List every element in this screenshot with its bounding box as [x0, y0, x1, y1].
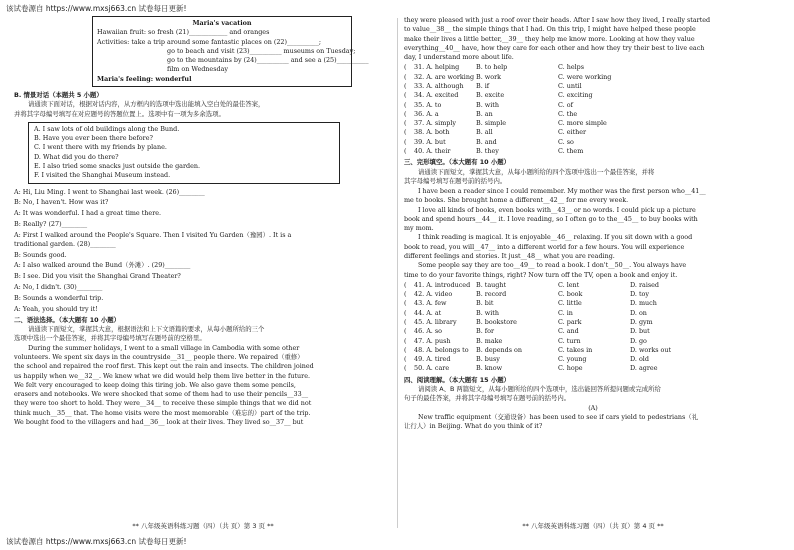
page-footer-left: ** 八年级英语科练习题（四）（共 页）第 3 页 ** — [132, 521, 274, 530]
dialog-options-box — [28, 122, 340, 184]
dialog-line: A: First I walked around the People's Square. Then I visited Yu Garden（豫园）. It is a — [14, 230, 292, 239]
passage-line: me to books. She brought home a different__42__ for me every week. — [404, 196, 629, 205]
box-title: Maria's vacation — [192, 19, 252, 27]
dialog-line: B: Really? (27)________ — [14, 219, 88, 228]
section-4-title: 四、阅读理解。（本大题有 15 小题） — [404, 375, 511, 384]
passage-line: I love all kinds of books, even books with__43__ or no words. I could pick up a picture — [418, 205, 696, 214]
choice-row: ( 47. A. push B. make C. turn D. go — [404, 336, 647, 345]
section-2-instruction: 请通读下面短文，掌握其大意，根据语法和上下文语篇的要求，从每小题所给的三个 — [28, 325, 265, 334]
passage-line: they were too short to hold. They were__34__ to receive these simple things that we did not — [14, 399, 312, 408]
passage-line: everything__40__ have, how they care for each other and how they try their best to live each — [404, 43, 705, 52]
grammar-passage — [14, 344, 392, 428]
choice-row: ( 46. A. so B. for C. and D. but — [404, 327, 650, 336]
vacation-notes-box — [92, 16, 369, 87]
dialog-line: A: Hi, Liu Ming. I went to Shanghai last week. (26)________ — [14, 187, 205, 196]
section-2-title: 二、语法选择。（本大题有 10 小题） — [14, 315, 121, 324]
choice-row: ( 35. A. to B. with C. of — [404, 100, 573, 109]
section-3-title: 三、完形填空。（本大题有 10 小题） — [404, 158, 511, 167]
box-line: film on Wednesday — [167, 65, 229, 74]
section-b-title: B. 情景对话（本题共 5 小题） — [14, 90, 103, 99]
option-item: D. What did you do there? — [34, 152, 119, 161]
dialog — [14, 188, 392, 314]
box-line: Activities: take a trip around some fantastic places on (22)__________; — [97, 37, 322, 46]
grammar-passage-continued — [404, 16, 782, 62]
box-line: Hawaiian fruit: so fresh (21)____________ and oranges — [97, 28, 270, 37]
box-line: go to beach and visit (23)__________ museums on Tuesday; — [167, 46, 356, 55]
section-4-instruction: 句子的最佳答案，并将其字母编号填写在题号前的括号内。 — [404, 394, 571, 403]
passage-line: my mom. — [404, 224, 434, 233]
option-item: A. I saw lots of old buildings along the Bund. — [34, 124, 180, 133]
section-b-instruction: 并将其字母编号填写在对应题号的答题位置上。选项中有一项为多余选项。 — [14, 109, 225, 118]
dialog-line: A: Yeah, you should try it! — [14, 304, 98, 313]
dialog-line: A: I also walked around the Bund（外滩）. (29)________ — [14, 261, 191, 270]
passage-line: We bought food to the villagers and had__36__ look at their lives. They lived so__37__ but — [14, 417, 304, 426]
cloze-choices — [404, 281, 782, 374]
passage-a-line: 让行人）in Beijing. What do you think of it? — [404, 422, 543, 431]
source-header: 该试卷源自 https://www.mxsj663.cn 试卷每日更新! — [6, 4, 187, 13]
choice-row: ( 42. A. video B. record C. book D. toy — [404, 290, 649, 299]
passage-line: erasers and notebooks. We were shocked that some of them had to use their pencils__33__ — [14, 390, 309, 399]
option-item: B. Have you ever been there before? — [34, 134, 153, 143]
choice-row: ( 41. A. introduced B. taught C. lent D. raised — [404, 280, 660, 289]
choice-row: ( 40. A. their B. they C. them — [404, 146, 584, 155]
choice-row: ( 43. A. few B. bit C. little D. much — [404, 299, 657, 308]
cloze-passage — [404, 187, 782, 280]
section-3-instruction: 其字母编号填写在题号前的括号内。 — [404, 176, 507, 185]
section-4-instruction: 请阅读 A、B 两篇短文，从每小题所给的四个选项中，选出能回答所提问题或完成所给 — [418, 384, 661, 393]
passage-line: During the summer holidays, I went to a small village in Cambodia with some other — [28, 343, 300, 352]
dialog-line: traditional garden. (28)________ — [14, 239, 116, 248]
passage-line: different feelings and stories. It just__48__ what you are reading. — [404, 252, 615, 261]
dialog-line: B: No, I haven't. How was it? — [14, 198, 109, 207]
dialog-line: B: I see. Did you visit the Shanghai Grand Theater? — [14, 272, 181, 281]
passage-line: I think reading is magical. It is enjoyable__46__ relaxing. If you sit down with a good — [418, 233, 693, 242]
grammar-choices — [404, 63, 782, 156]
choice-row: ( 49. A. tired B. busy C. young D. old — [404, 355, 649, 364]
passage-line: We felt very encouraged to keep doing this tiring job. We also gave them some pencils, — [14, 380, 296, 389]
passage-line: day, I understand more about life. — [404, 53, 514, 62]
option-item: C. I went there with my friends by plane. — [34, 143, 167, 152]
choice-row: ( 44. A. at B. with C. in D. on — [404, 308, 647, 317]
passage-line: I have been a reader since I could remember. My mother was the first person who__41__ — [418, 187, 706, 196]
right-page — [404, 16, 782, 531]
dialog-line: B: Sounds a wonderful trip. — [14, 293, 104, 302]
page-divider — [397, 18, 398, 528]
section-2-instruction: 选项中选出一个最佳答案，并将其字母编号填写在题号前的空格里。 — [14, 334, 206, 343]
passage-line: time to do your favorite things, right? Now turn off the TV, open a book and enjoy it. — [404, 270, 678, 279]
passage-line: to value__38__ the simple things that I had. On this trip, I might have helped these people — [404, 25, 696, 34]
passage-line: book to read, you will__47__ into a different world for a few hours. You will experience — [404, 242, 685, 251]
choice-row: ( 48. A. belongs to B. depends on C. takes in D. works out — [404, 345, 672, 354]
choice-row: ( 33. A. although B. if C. until — [404, 81, 582, 90]
passage-a-label: (A) — [588, 403, 598, 412]
section-b-instruction: 请通读下面对话，根据对话内容，从方框内的选项中选出能填入空白处的最佳答案， — [28, 100, 265, 109]
dialog-line: A: It was wonderful. I had a great time there. — [14, 209, 162, 218]
passage-a-line: New traffic equipment（交通设备）has been used to see if cars yield to pedestrians（礼 — [418, 412, 699, 421]
passage-line: volunteers. We spent six days in the countryside__31__ people there. We repaired（重修） — [14, 353, 304, 361]
passage-line: make their lives a little better,__39__ they help me know more. Looking at how they value — [404, 34, 695, 43]
choice-row: ( 31. A. helping B. to help C. helps — [404, 63, 585, 72]
choice-row: ( 37. A. simply B. simple C. more simple — [404, 119, 607, 128]
option-item: E. I also tried some snacks just outside the garden. — [34, 161, 201, 170]
box-line: go to the mountains by (24)__________ and see a (25)__________ — [167, 56, 369, 65]
dialog-line: B: Sounds good. — [14, 250, 67, 259]
choice-row: ( 36. A. a B. an C. the — [404, 109, 578, 118]
choice-row: ( 45. A. library B. bookstore C. park D. gym — [404, 318, 653, 326]
choice-row: ( 32. A. are working B. work C. were working — [404, 72, 612, 81]
passage-line: book and spend hours__44__ it. I love reading, so I often go to the__45__ to buy books with — [404, 214, 698, 223]
section-3-instruction: 请通读下面短文，掌握其大意，从每小题所给的四个选项中选出一个最佳答案，并将 — [418, 167, 655, 176]
choice-row: ( 39. A. but B. and C. so — [404, 137, 574, 146]
choice-row: ( 34. A. excited B. excite C. exciting — [404, 91, 593, 100]
dialog-line: A: No, I didn't. (30)________ — [14, 283, 103, 292]
passage-line: Some people say they are too__49__ to read a book. I don't__50__. You always have — [418, 261, 687, 270]
source-footer: 该试卷源自 https://www.mxsj663.cn 试卷每日更新! — [6, 537, 187, 546]
option-item: F. I visited the Shanghai Museum instead. — [34, 171, 171, 180]
passage-line: think much__35__ that. The home visits were the most memorable（难忘的）part of the trip. — [14, 408, 311, 417]
page-footer-right: ** 八年级英语科练习题（四）（共 页）第 4 页 ** — [522, 521, 664, 530]
choice-row: ( 38. A. both B. all C. either — [404, 128, 587, 137]
passage-line: they were pleased with just a roof over their heads. After I saw how they lived, I really started — [404, 16, 711, 24]
left-page — [14, 16, 392, 531]
passage-line: the school and repaired the roof first. This kept out the rain and insects. The children joined — [14, 362, 314, 371]
passage-line: us happily when we__32__. We knew what we did would help them live better in the future. — [14, 371, 311, 380]
choice-row: ( 50. A. care B. know C. hope D. agree — [404, 364, 658, 373]
box-line: Maria's feeling: wonderful — [97, 74, 192, 83]
